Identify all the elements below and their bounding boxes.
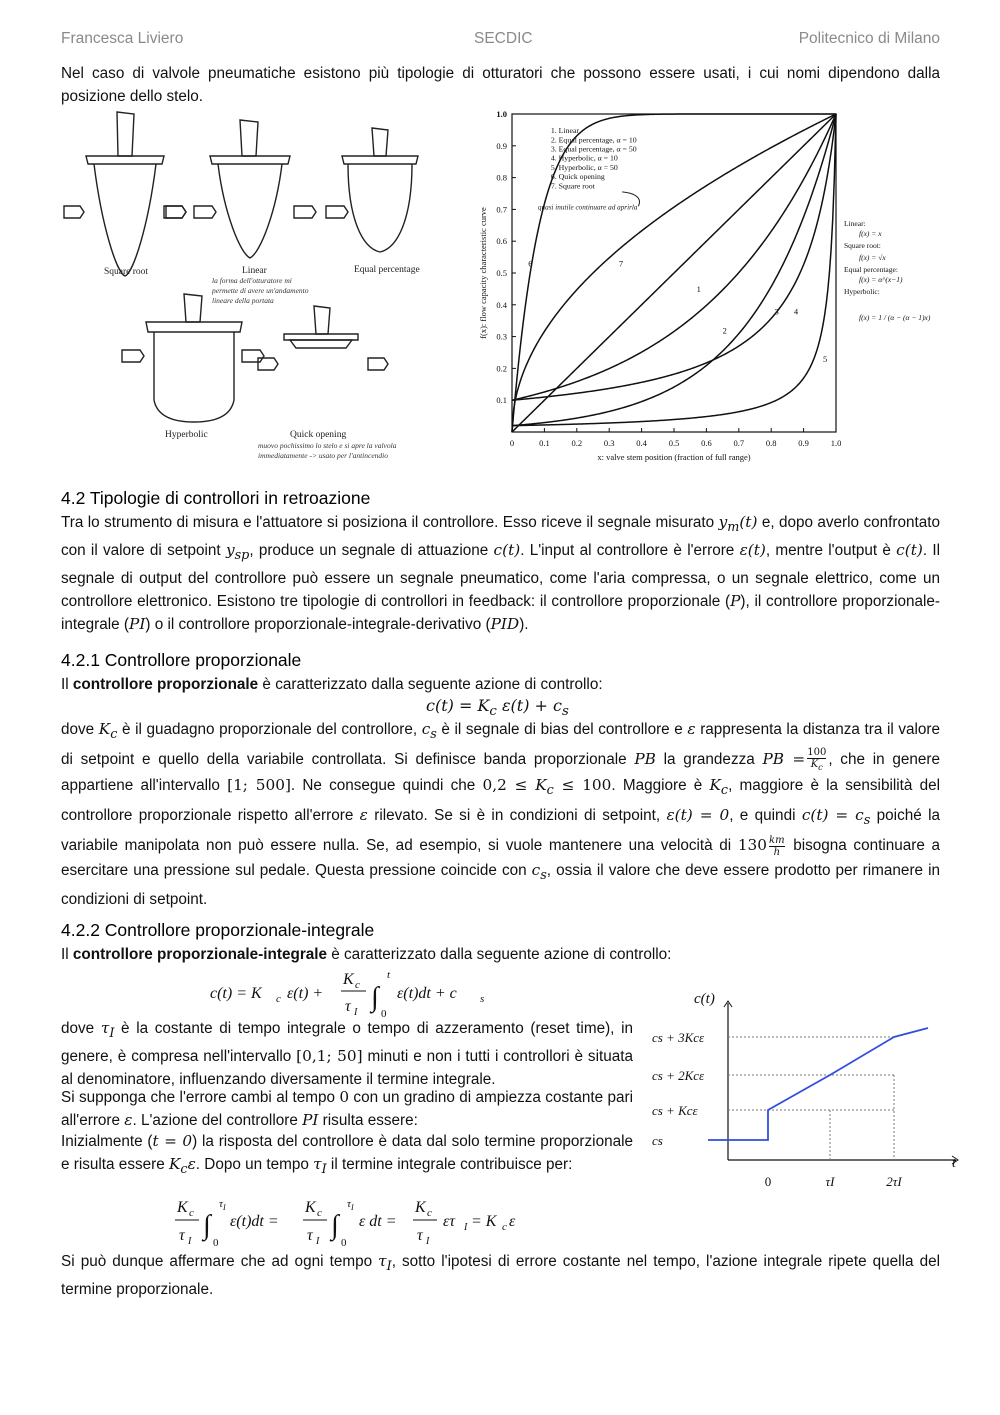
svg-text:ε: ε bbox=[509, 1213, 516, 1230]
x-tick-label: 0.5 bbox=[668, 438, 680, 448]
y-tick-label: 0.7 bbox=[496, 204, 507, 215]
svg-text:∫: ∫ bbox=[371, 982, 379, 1013]
svg-text:K: K bbox=[415, 1199, 426, 1216]
valve-equal-percentage bbox=[294, 128, 418, 252]
t-axis-label: t bbox=[952, 1156, 956, 1171]
x-tick-label: 0.2 bbox=[571, 438, 583, 448]
x-tick-label: 0.8 bbox=[765, 438, 777, 448]
note-quick-2: immediatamente -> usato per l'antincendio bbox=[258, 451, 388, 460]
svg-text:c: c bbox=[427, 1207, 432, 1219]
annotation-text: quasi inutile continuare ad aprirla bbox=[537, 203, 638, 212]
svg-text:K: K bbox=[305, 1199, 316, 1216]
section-4-2-1-title: 4.2.1 Controllore proporzionale bbox=[61, 650, 302, 670]
svg-text:K: K bbox=[343, 971, 354, 988]
svg-text:ε(t)dt =: ε(t)dt = bbox=[230, 1213, 279, 1230]
svg-text:c(t) = K: c(t) = K bbox=[210, 985, 262, 1002]
note-linear-2: permette di avere un'andamento bbox=[212, 286, 309, 295]
intro-paragraph: Nel caso di valvole pneumatiche esistono più tipologie di otturatori che possono essere usati, i cui nomi dipendono dalla posizione dello stelo. bbox=[61, 65, 940, 105]
section-4-2-2-paragraph-1: dove $\tau_I$ è la costante di tempo integrale o tempo di azzeramento (reset time), in genere, è compresa nell'intervallo [0,1; 50] minuti e non i tutti i controllori è situata al denominatore, influenzando diversamente il termine integrale. bbox=[61, 1019, 633, 1089]
note-linear-1: la forma dell'otturatore mi bbox=[212, 276, 292, 285]
response-line bbox=[708, 1028, 928, 1140]
svg-text:c: c bbox=[189, 1207, 194, 1219]
x-tick-label: 0.1 bbox=[539, 438, 550, 448]
y-tick-label: cs + 2Kcε bbox=[652, 1068, 705, 1083]
section-4-2-2-paragraph-4: Si può dunque affermare che ad ogni tempo $\tau_I$, sotto l'ipotesi di errore costante nel tempo, l'azione integrale ripete quella del termine proporzionale. bbox=[61, 1252, 940, 1299]
svg-text:τ: τ bbox=[179, 1227, 185, 1244]
y-tick-label: 0.3 bbox=[496, 331, 507, 342]
svg-text:I: I bbox=[188, 1236, 192, 1247]
svg-text:τI: $\tau_I$ bbox=[347, 1198, 354, 1212]
valve-quick-opening bbox=[258, 306, 388, 370]
y-tick-label: 0.6 bbox=[496, 236, 507, 247]
legend-entry: 3. Equal percentage, α = 50 bbox=[550, 144, 637, 154]
svg-text:0: 0 bbox=[341, 1237, 347, 1249]
side-formula: Hyperbolic: bbox=[844, 287, 880, 296]
legend-entry: 7. Square root bbox=[550, 181, 595, 191]
curve-label: 1 bbox=[696, 284, 701, 295]
legend-entry: 5. Hyperbolic, α = 50 bbox=[550, 162, 618, 172]
valve-plug-figure bbox=[62, 108, 462, 468]
x-axis-label: x: valve stem position (fraction of full range) bbox=[597, 452, 751, 462]
equation-proportional: $c(t) = K_c$ $\varepsilon(t) + c_s$ bbox=[426, 696, 569, 720]
side-formula: Equal percentage: bbox=[844, 265, 898, 274]
pi-response-chart bbox=[646, 985, 964, 1195]
svg-text:τI: $\tau_I$ bbox=[219, 1198, 226, 1212]
y-tick-label: 0.4 bbox=[496, 299, 507, 310]
section-4-2-paragraph: Tra lo strumento di misura e l'attuatore si posiziona il controllore. Esso riceve il segnale misurato $y_m(t)$ e, dopo averlo confrontato con il valore di setpoint $y_{sp}$, produce un segnale di attuazione c(t). L'input al controllore è l'errore ε(t), mentre l'output è c(t). Il segnale di output del controllore può essere un segnale pneumatico, come l'aria compressa, o un segnale elettrico, come un controllore elettronico. Esistono tre tipologie di controllori in feedback: il controllore proporzionale (P), il controllore proporzionale-integrale (PI) o il controllore proporzionale-integrale-derivativo (PID). bbox=[61, 513, 940, 634]
side-formula: Square root: bbox=[844, 241, 881, 250]
svg-text:0: 0 bbox=[213, 1237, 219, 1249]
y-tick-label: 0.2 bbox=[496, 363, 507, 374]
y-tick-label: 0.9 bbox=[496, 140, 507, 151]
valve-label-equal-percentage: Equal percentage bbox=[354, 265, 420, 275]
valve-square-root bbox=[64, 112, 186, 276]
curve-label: 5 bbox=[823, 354, 828, 365]
x-tick-label: 0.3 bbox=[603, 438, 615, 448]
y-axis-label: f(x): flow capacity characteristic curve bbox=[478, 207, 488, 339]
svg-text:ε dt =: ε dt = bbox=[359, 1213, 397, 1230]
svg-text:τ: τ bbox=[417, 1227, 423, 1244]
svg-text:c: c bbox=[502, 1221, 507, 1233]
section-4-2-1-intro: Il controllore proporzionale è caratterizzato dalla seguente azione di controllo: bbox=[61, 676, 603, 693]
section-4-2-2-title: 4.2.2 Controllore proporzionale-integrale bbox=[61, 920, 375, 940]
svg-text:I: I bbox=[426, 1236, 430, 1247]
section-4-2-2-intro: Il controllore proporzionale-integrale è caratterizzato dalla seguente azione di controllo: bbox=[61, 946, 672, 963]
svg-text:I: I bbox=[354, 1007, 358, 1018]
x-tick-label: 0 bbox=[764, 1174, 772, 1189]
legend-entry: 2. Equal percentage, α = 10 bbox=[550, 135, 637, 145]
y-tick-label: cs + 3Kcε bbox=[652, 1030, 705, 1045]
valve-label-linear: Linear bbox=[242, 266, 267, 276]
y-tick-label: 0.5 bbox=[496, 268, 507, 278]
valve-label-quick-opening: Quick opening bbox=[290, 430, 347, 440]
svg-text:∫: ∫ bbox=[331, 1210, 339, 1241]
valve-linear bbox=[164, 120, 290, 258]
side-formula: f(x) = α^(x−1) bbox=[859, 275, 903, 284]
valve-label-square-root: Square root bbox=[104, 267, 149, 277]
svg-text:t: t bbox=[387, 969, 391, 981]
legend-entry: 4. Hyperbolic, α = 10 bbox=[550, 153, 618, 163]
svg-text:ε(t) +: ε(t) + bbox=[287, 985, 324, 1002]
curve-label: 3 bbox=[774, 306, 779, 317]
x-tick-label: 2τI bbox=[886, 1174, 902, 1189]
y-tick-label: cs + Kcε bbox=[652, 1103, 698, 1118]
y-tick-label: 0.1 bbox=[496, 395, 507, 406]
equation-pi bbox=[205, 964, 505, 1020]
note-linear-3: lineare della portata bbox=[212, 296, 274, 305]
x-tick-label: 1.0 bbox=[830, 438, 842, 448]
header-author: Francesca Liviero bbox=[61, 30, 184, 47]
note-quick-1: muovo pochissimo lo stelo e si apre la valvola bbox=[258, 441, 397, 450]
curve-label: 7 bbox=[618, 258, 624, 269]
side-formula: f(x) = 1 / (α − (α − 1)x) bbox=[859, 313, 931, 322]
svg-text:c: c bbox=[276, 993, 281, 1005]
svg-text:0: 0 bbox=[381, 1008, 387, 1020]
svg-text:∫: ∫ bbox=[203, 1210, 211, 1241]
svg-text:ετ: ετ bbox=[443, 1213, 456, 1230]
section-4-2-title: 4.2 Tipologie di controllori in retroazione bbox=[61, 488, 371, 508]
side-formula: f(x) = x bbox=[859, 229, 882, 238]
section-4-2-1-paragraph: dove $K_c$ è il guadagno proporzionale del controllore, $c_s$ è il segnale di bias del controllore e ε rappresenta la distanza tra il valore di setpoint e quello della variabile controllata. Si definisce banda proporzionale PB la grandezza PB = $\frac{100}{K_c}$ , che in genere appartiene all'intervallo [1; 500]. Ne consegue quindi che $0,2 \le K_c \le 100$. Maggiore è $K_c$, maggiore è la sensibilità del controllore proporzionale rispetto all'errore ε rilevato. Se si è in condizioni di setpoint, ε(t) = 0, e quindi $c(t) = c_s$ poiché la variabile manipolata non può essere nulla. Se, ad esempio, si vuole mantenere una velocità di 130 $\frac{km}{h}$ bisogna continuare a esercitare una pressione sul pedale. Questa pressione coincide con $c_s$, ossia il valore che deve essere prodotto per rimanere in condizioni di setpoint. bbox=[61, 720, 941, 909]
section-4-2-2-paragraph-2: Si supponga che l'errore cambi al tempo 0 con un gradino di ampiezza costante pari all'errore ε. L'azione del controllore PI risulta essere: bbox=[61, 1088, 633, 1129]
svg-text:ε(t)dt + c: ε(t)dt + c bbox=[397, 985, 457, 1002]
c-axis-label: c(t) bbox=[694, 991, 715, 1007]
svg-text:τ: τ bbox=[345, 998, 351, 1015]
header-university: Politecnico di Milano bbox=[798, 30, 940, 47]
svg-text:c: c bbox=[355, 979, 360, 991]
svg-text:I: I bbox=[316, 1236, 320, 1247]
x-tick-label: 0.7 bbox=[733, 438, 745, 448]
x-tick-label: 0 bbox=[509, 438, 515, 448]
section-4-2-2-paragraph-3: Inizialmente (t = 0) la risposta del controllore è data dal solo termine proporzionale e risulta essere $K_c\varepsilon$. Dopo un tempo $\tau_I$ il termine integrale contribuisce per: bbox=[61, 1132, 634, 1178]
side-formula: Linear: bbox=[844, 219, 866, 228]
curve-label: 4 bbox=[793, 306, 799, 317]
x-tick-label: 0.9 bbox=[798, 438, 809, 448]
legend-entry: 1. Linear bbox=[550, 126, 580, 136]
x-tick-label: τI bbox=[825, 1174, 835, 1189]
y-tick-label: 0.8 bbox=[496, 172, 507, 183]
svg-text:= K: = K bbox=[471, 1213, 497, 1230]
x-tick-label: 0.4 bbox=[636, 438, 647, 448]
curve-label: 6 bbox=[528, 258, 533, 269]
valve-hyperbolic bbox=[122, 294, 264, 422]
legend-entry: 6. Quick opening bbox=[550, 172, 605, 182]
x-tick-label: 0.6 bbox=[701, 438, 712, 448]
side-formula: f(x) = √x bbox=[859, 253, 886, 262]
valve-label-hyperbolic: Hyperbolic bbox=[165, 430, 208, 440]
equation-integral-step bbox=[175, 1194, 535, 1250]
y-tick-label: 1.0 bbox=[496, 109, 507, 119]
svg-text:I: I bbox=[464, 1222, 468, 1233]
y-tick-label: cs bbox=[652, 1133, 663, 1148]
svg-text:K: K bbox=[177, 1199, 188, 1216]
curve-label: 2 bbox=[722, 325, 727, 336]
svg-text:s: s bbox=[480, 993, 485, 1005]
header-course: SECDIC bbox=[474, 30, 533, 47]
flow-characteristic-chart bbox=[474, 106, 940, 468]
svg-text:τ: τ bbox=[307, 1227, 313, 1244]
svg-text:c: c bbox=[317, 1207, 322, 1219]
